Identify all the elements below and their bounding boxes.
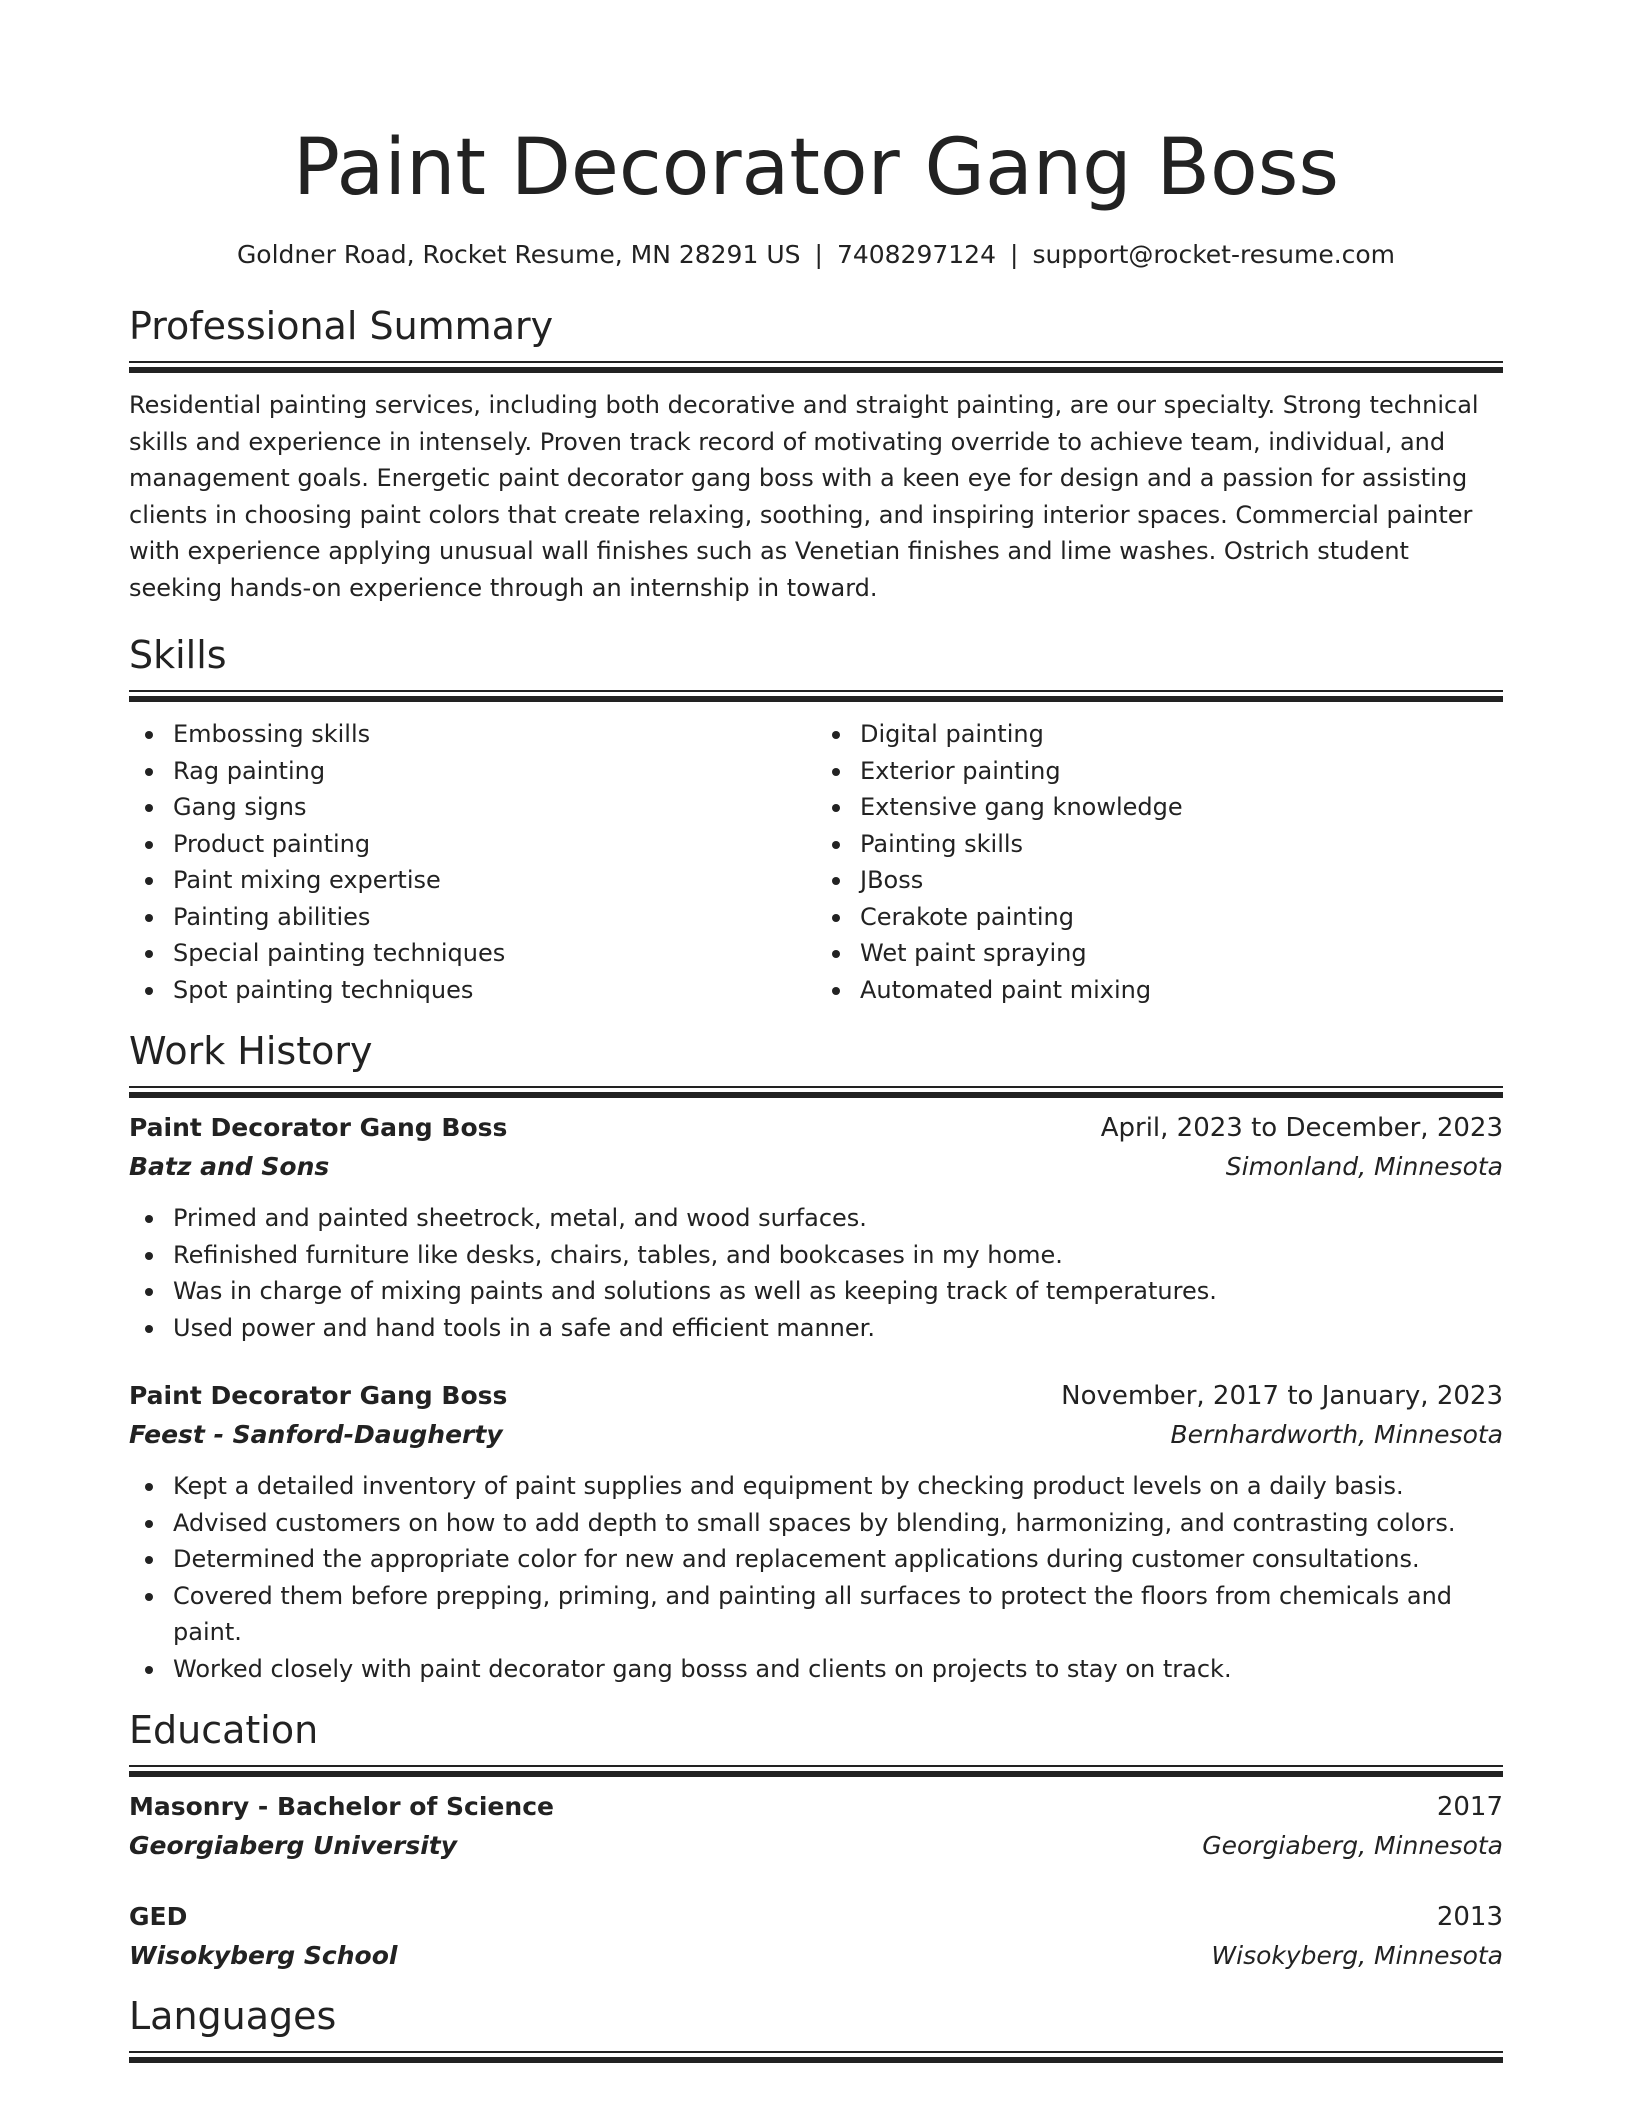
job-employer-row [129, 1416, 1503, 1454]
work-section [129, 1028, 1503, 1687]
phone: 7408297124 [836, 240, 996, 269]
summary-text: Residential painting services, including both decorative and straight painting, are our specialty. Strong technical skills and experience in intensely. Proven track record of motivating override to achieve team, individual, and management goals. Energetic paint decorator gang boss with a keen eye for design and a passion for assisting clients in choosing paint colors that create relaxing, soothing, and inspiring interior spaces. Commercial painter with experience applying unusual wall finishes such as Venetian finishes and lime washes. Ostrich student seeking hands-on experience through an internship in toward. [129, 391, 1479, 602]
section-title-languages: Languages [129, 1994, 337, 2038]
job-location: Bernhardworth, Minnesota [1170, 1420, 1503, 1449]
job-bullet: Primed and painted sheetrock, metal, and wood surfaces. [129, 1200, 1503, 1237]
job-bullet: Covered them before prepping, priming, and painting all surfaces to protect the floors from chemicals and paint. [129, 1578, 1503, 1651]
skill-item: Exterior painting [816, 753, 1503, 790]
skill-item: Paint mixing expertise [129, 862, 816, 899]
education-header-row [129, 1897, 1503, 1937]
education-header-row [129, 1787, 1503, 1827]
section-divider [129, 690, 1503, 702]
section-title-skills: Skills [129, 633, 227, 677]
graduation-year: 2013 [1436, 1902, 1503, 1932]
address: Goldner Road, Rocket Resume, MN 28291 US [236, 240, 801, 269]
skills-right-list [816, 716, 1503, 1008]
degree: Masonry - Bachelor of Science [129, 1792, 554, 1821]
job-header-row [129, 1376, 1503, 1416]
skill-item: Spot painting techniques [129, 972, 816, 1009]
section-divider [129, 2051, 1503, 2063]
education-entry [129, 1897, 1503, 1975]
contact-separator: | [1010, 240, 1019, 269]
skill-item: Extensive gang knowledge [816, 789, 1503, 826]
job-employer-row [129, 1148, 1503, 1186]
skill-item: Painting abilities [129, 899, 816, 936]
skills-section [129, 632, 1503, 1008]
graduation-year: 2017 [1436, 1792, 1503, 1822]
job-employer: Batz and Sons [129, 1152, 330, 1181]
section-divider [129, 361, 1503, 373]
school-location: Georgiaberg, Minnesota [1202, 1831, 1503, 1860]
job-bullet: Was in charge of mixing paints and solutions as well as keeping track of temperatures. [129, 1273, 1503, 1310]
job-entry [129, 1108, 1503, 1346]
contact-line [129, 240, 1503, 270]
job-dates: November, 2017 to January, 2023 [1061, 1381, 1503, 1411]
job-bullet: Kept a detailed inventory of paint supplies and equipment by checking product levels on a daily basis. [129, 1468, 1503, 1505]
job-title: Paint Decorator Gang Boss [129, 1381, 508, 1410]
job-bullet: Worked closely with paint decorator gang bosss and clients on projects to stay on track. [129, 1651, 1503, 1688]
education-school-row [129, 1937, 1503, 1975]
languages-section [129, 1993, 1503, 2063]
skill-item: Painting skills [816, 826, 1503, 863]
skill-item: Rag painting [129, 753, 816, 790]
contact-separator: | [814, 240, 823, 269]
job-location: Simonland, Minnesota [1225, 1152, 1503, 1181]
skill-item: Special painting techniques [129, 935, 816, 972]
school-location: Wisokyberg, Minnesota [1211, 1941, 1503, 1970]
job-entry [129, 1376, 1503, 1687]
skill-item: Cerakote painting [816, 899, 1503, 936]
job-bullet: Refinished furniture like desks, chairs, tables, and bookcases in my home. [129, 1237, 1503, 1274]
job-bullets [129, 1468, 1503, 1687]
section-title-work: Work History [129, 1029, 373, 1073]
skill-item: Digital painting [816, 716, 1503, 753]
job-header-row [129, 1108, 1503, 1148]
education-section [129, 1707, 1503, 1975]
education-school-row [129, 1827, 1503, 1865]
job-bullet: Advised customers on how to add depth to small spaces by blending, harmonizing, and contrasting colors. [129, 1505, 1503, 1542]
job-dates: April, 2023 to December, 2023 [1100, 1113, 1503, 1143]
email: support@rocket-resume.com [1032, 240, 1396, 269]
degree: GED [129, 1902, 188, 1931]
school: Wisokyberg School [129, 1941, 398, 1970]
school: Georgiaberg University [129, 1831, 458, 1860]
job-title: Paint Decorator Gang Boss [129, 1113, 508, 1142]
section-title-summary: Professional Summary [129, 304, 554, 348]
skill-item: Gang signs [129, 789, 816, 826]
summary-section [129, 303, 1503, 606]
job-bullet: Used power and hand tools in a safe and efficient manner. [129, 1310, 1503, 1347]
skill-item: Automated paint mixing [816, 972, 1503, 1009]
job-employer: Feest - Sanford-Daugherty [129, 1420, 503, 1449]
section-title-education: Education [129, 1708, 319, 1752]
skills-left-list [129, 716, 816, 1008]
job-bullets [129, 1200, 1503, 1346]
skill-item: Wet paint spraying [816, 935, 1503, 972]
education-entry [129, 1787, 1503, 1865]
skill-item: Product painting [129, 826, 816, 863]
skills-columns [129, 716, 1503, 1008]
section-divider [129, 1765, 1503, 1777]
candidate-name: Paint Decorator Gang Boss [293, 123, 1339, 213]
job-bullet: Determined the appropriate color for new and replacement applications during customer consultations. [129, 1541, 1503, 1578]
section-divider [129, 1086, 1503, 1098]
skill-item: JBoss [816, 862, 1503, 899]
skill-item: Embossing skills [129, 716, 816, 753]
